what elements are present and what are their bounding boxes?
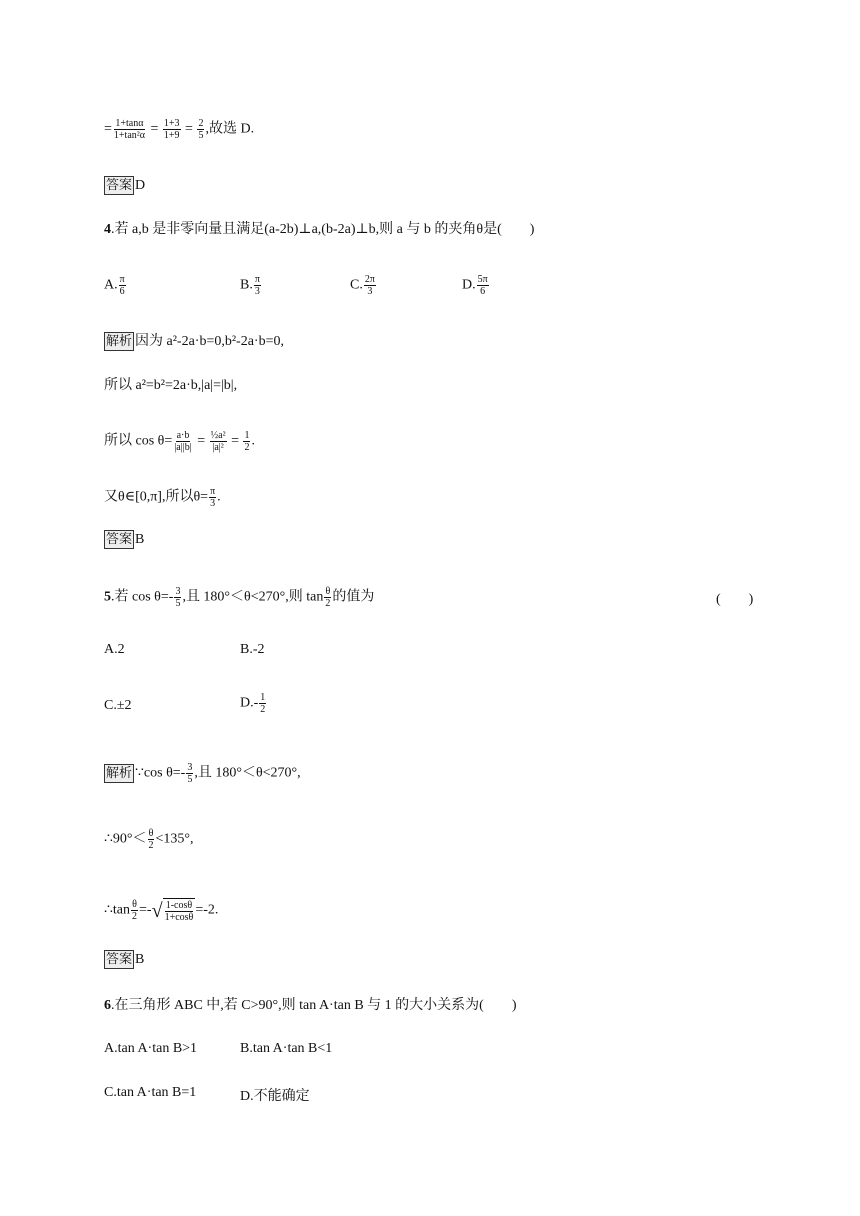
fraction: [477, 274, 489, 297]
answer-label: 答案: [106, 178, 133, 194]
fraction: [119, 274, 126, 297]
option-text: D.-: [240, 695, 259, 711]
q4-analysis-line-2: [104, 376, 237, 396]
analysis-label: 解析: [106, 766, 133, 781]
option-letter: A.: [104, 277, 118, 293]
square-root: [152, 898, 196, 923]
denominator: |a|²: [212, 442, 224, 453]
question-number: 6: [104, 998, 111, 1013]
numerator: 2: [198, 118, 204, 129]
fraction: [197, 118, 204, 141]
question-4-stem: [104, 220, 534, 240]
q6-option-c: C.tan A·tan B=1: [104, 1085, 197, 1100]
denominator: 5: [187, 774, 193, 785]
denominator: 6: [119, 286, 125, 297]
question-5-stem: [104, 586, 374, 609]
conclusion-text: ,故选 D.: [205, 121, 255, 137]
numerator: 5π: [477, 274, 488, 285]
answer-value: D: [135, 178, 146, 193]
question-text: .在三角形 ABC 中,若 C>90°,则 tan A·tan B 与 1 的大小关系为( ): [111, 998, 517, 1013]
numerator: π: [119, 274, 125, 285]
question-text: ,且 180°＜θ<270°,则 tan: [182, 589, 324, 605]
solution-end-line: = $\frac{1+\tan\alpha}{\text{1+tan²α}}$ = $\frac{1+3}{1+9}$ = $\frac{2}{5}$ ,故选 D.: [104, 118, 255, 141]
radical-sign: √: [151, 899, 163, 922]
numerator: 1+tanα: [115, 118, 144, 129]
fraction: [186, 762, 193, 785]
answer-line-q3: [104, 176, 145, 196]
numerator: π: [254, 274, 260, 285]
denominator: 2: [260, 704, 266, 715]
q4-option-a: [104, 274, 127, 297]
numerator: 3: [187, 762, 193, 773]
analysis-text: =-: [139, 902, 152, 918]
numerator: 1: [260, 692, 266, 703]
fraction: [148, 828, 155, 851]
q5-analysis-line-3: [104, 898, 218, 923]
fraction: [210, 430, 227, 453]
q5-analysis-line-2: [104, 828, 194, 851]
denominator: 3: [254, 286, 260, 297]
fraction: [243, 430, 250, 453]
numerator: 1-cosθ: [165, 900, 193, 911]
question-number: 4: [104, 222, 111, 237]
fraction: [163, 118, 181, 141]
q6-option-d: D.不能确定: [240, 1089, 310, 1104]
denominator: 2: [325, 598, 331, 609]
q4-option-b: [240, 274, 262, 297]
answer-line-q4: [104, 530, 144, 550]
radicand: [163, 898, 196, 923]
analysis-text: 所以 a²=b²=2a·b,|a|=|b|,: [104, 378, 238, 393]
answer-label: 答案: [106, 532, 133, 548]
numerator: a·b: [176, 430, 190, 441]
numerator: 2π: [364, 274, 375, 285]
denominator: 1+tan²α: [113, 130, 145, 141]
denominator: 5: [198, 130, 204, 141]
numerator: θ: [325, 586, 331, 597]
answer-value: B: [135, 532, 145, 547]
numerator: θ: [132, 899, 137, 910]
option-letter: B.: [240, 277, 253, 293]
fraction: [259, 692, 266, 715]
denominator: |a||b|: [174, 442, 192, 453]
q4-analysis-line-3: 所以 cos θ= $\frac{a\cdot b}{|a||b|}$ = $\frac{\text{½a²}}{\text{|a|²}}$ = $\frac{1}{2}$ .: [104, 430, 255, 453]
answer-parentheses: ( ): [716, 592, 754, 607]
q5-option-c: C.±2: [104, 698, 132, 713]
fraction: [209, 486, 216, 509]
analysis-text: ∵cos θ=-: [135, 765, 186, 781]
denominator: 6: [480, 286, 486, 297]
q5-option-b: B.-2: [240, 642, 265, 657]
analysis-text: 因为 a²-2a·b=0,b²-2a·b=0,: [135, 334, 284, 349]
q6-option-b: B.tan A·tan B<1: [240, 1041, 333, 1056]
q5-option-a: A.2: [104, 642, 125, 657]
question-text: .若 cos θ=-: [111, 589, 174, 605]
q4-option-d: [462, 274, 490, 297]
q4-analysis-line-4: 又θ∈[0,π],所以θ= $\frac{\pi}{3}$ .: [104, 486, 221, 509]
fraction: [113, 118, 146, 141]
option-letter: C.: [350, 277, 363, 293]
fraction: [364, 274, 376, 297]
q5-option-d: [240, 692, 267, 715]
q4-option-c: [350, 274, 377, 297]
numerator: 3: [175, 586, 181, 597]
numerator: π: [210, 486, 216, 497]
answer-line-q5: [104, 950, 144, 970]
fraction: [254, 274, 261, 297]
question-text: .若 a,b 是非零向量且满足(a-2b)⊥a,(b-2a)⊥b,则 a 与 b 的夹角θ是( ): [111, 222, 535, 237]
denominator: 1+9: [163, 130, 180, 141]
fraction: [164, 900, 195, 923]
equals-sign: =: [104, 121, 112, 137]
question-6-stem: [104, 996, 517, 1016]
denominator: 2: [132, 911, 138, 922]
fraction: [173, 430, 192, 453]
question-text: 的值为: [332, 589, 375, 605]
denominator: 3: [210, 498, 216, 509]
question-number: 5: [104, 589, 111, 605]
q4-analysis-line-1: [104, 332, 284, 352]
option-letter: D.: [462, 277, 476, 293]
denominator: 2: [244, 442, 250, 453]
denominator: 2: [148, 840, 154, 851]
analysis-text: 又θ∈[0,π],所以θ=: [104, 489, 209, 505]
answer-value: B: [135, 952, 145, 967]
denominator: 3: [367, 286, 373, 297]
analysis-label: 解析: [106, 334, 133, 350]
analysis-text: ∴90°＜: [104, 831, 147, 847]
denominator: 1+cosθ: [164, 912, 194, 923]
numerator: 1: [244, 430, 250, 441]
analysis-text: 所以 cos θ=: [104, 433, 173, 449]
fraction: [174, 586, 181, 609]
numerator: θ: [148, 828, 154, 839]
denominator: 5: [175, 598, 181, 609]
analysis-text: <135°,: [155, 831, 194, 847]
numerator: 1+3: [163, 118, 180, 129]
fraction: [131, 899, 138, 922]
q6-option-a: A.tan A·tan B>1: [104, 1041, 198, 1056]
analysis-text: =-2.: [195, 902, 219, 918]
analysis-text: ∴tan: [104, 902, 131, 918]
q5-analysis-line-1: [104, 762, 301, 785]
answer-label: 答案: [106, 952, 133, 968]
numerator: ½a²: [210, 430, 226, 441]
fraction: [324, 586, 331, 609]
analysis-text: ,且 180°＜θ<270°,: [194, 765, 301, 781]
